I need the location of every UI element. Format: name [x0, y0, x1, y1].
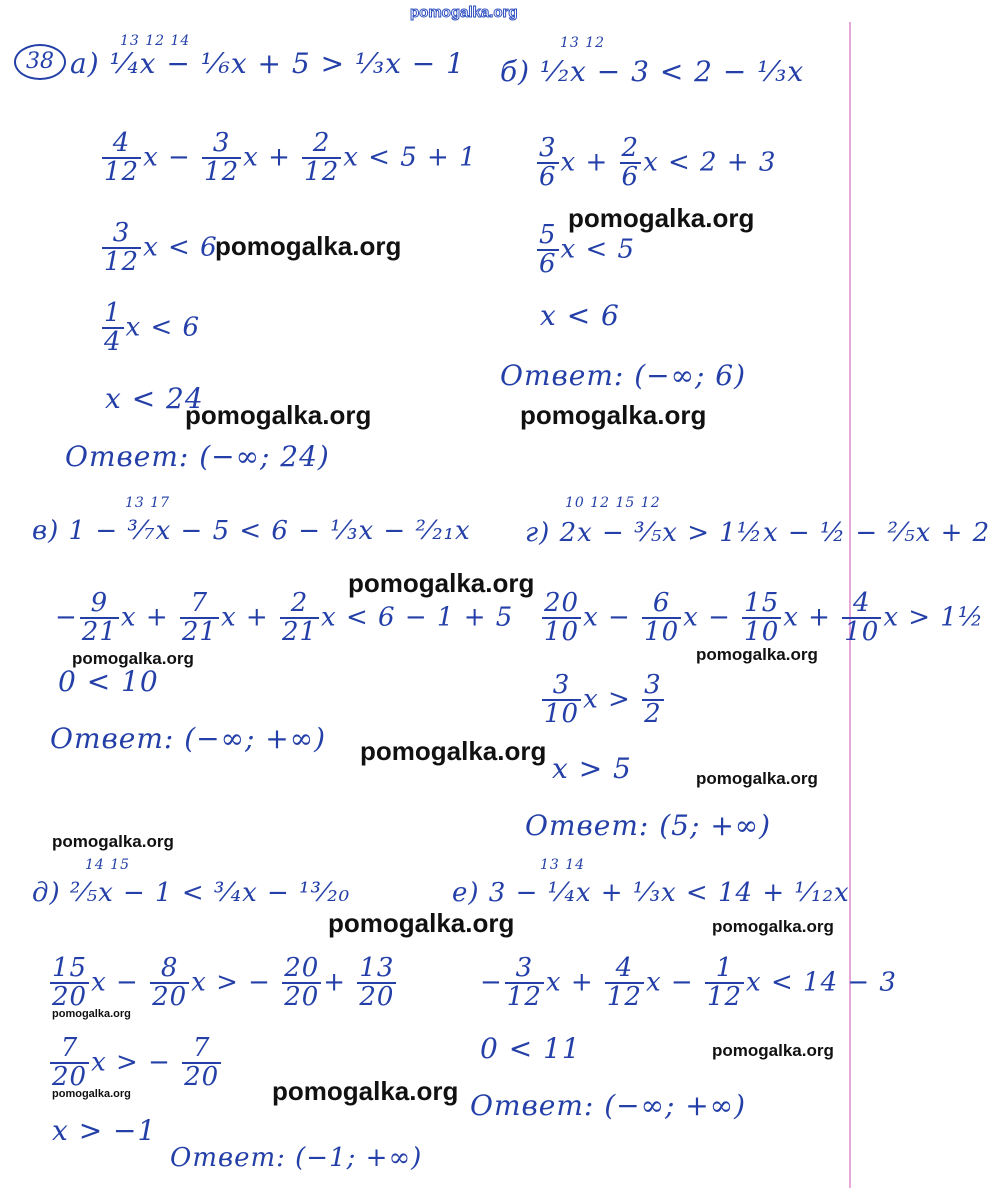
part-a-label: а)	[70, 47, 100, 80]
part-e-factors: 13 14	[540, 857, 586, 873]
fraction: $\frac{3}{2}$	[644, 670, 662, 730]
watermark: pomogalka.org	[348, 568, 535, 598]
fraction: $\frac{3}{6}$	[539, 133, 557, 193]
watermark: pomogalka.org	[696, 645, 818, 664]
fraction: $\frac{2}{6}$	[621, 133, 640, 193]
fraction: $\frac{3}{12}$	[506, 953, 542, 1013]
part-d-factors: 14 15	[85, 857, 131, 873]
part-b-answer: Ответ: (−∞; 6)	[500, 359, 747, 392]
fraction: $\frac{1}{12}$	[706, 953, 743, 1013]
part-g-line-3: $\frac{3}{10}$ x > $\frac{3}{2}$	[544, 670, 662, 730]
part-d-answer: Ответ: (−1; +∞)	[170, 1143, 423, 1173]
fraction: $\frac{2}{21}$	[281, 588, 318, 648]
part-e-line-1	[452, 880, 850, 906]
part-a-factors: 13 12 14	[120, 33, 191, 49]
part-a-answer: Ответ: (−∞; 24)	[65, 440, 330, 473]
watermark: pomogalka.org	[696, 769, 818, 788]
part-d-line-4: x > −1	[52, 1114, 157, 1147]
watermark: pomogalka.org	[272, 1076, 459, 1106]
fraction: $\frac{7}{21}$	[181, 588, 217, 648]
part-v-factors: 13 17	[125, 495, 171, 511]
part-a-line-4: $\frac{1}{4}$ x < 6	[104, 298, 201, 358]
part-a-line-2: $\frac{4}{12}$ x − $\frac{3}{12}$ x + $\frac{2}{12}$ x < 5 + 1	[104, 128, 477, 188]
part-b-line-3: $\frac{5}{6}$ x < 5	[539, 220, 636, 280]
part-g-inequality: 2x − ³⁄₅x > 1½x − ½ − ²⁄₅x + 2	[559, 518, 990, 548]
part-b-line-1	[500, 55, 805, 88]
watermark: pomogalka.org	[712, 917, 834, 936]
fraction: $\frac{6}{10}$	[644, 588, 680, 648]
fraction: $\frac{3}{10}$	[544, 670, 580, 730]
fraction: $\frac{8}{20}$	[152, 953, 188, 1013]
fraction: $\frac{2}{12}$	[304, 128, 340, 188]
part-v-line-2: − $\frac{9}{21}$ x + $\frac{7}{21}$ x + $\frac{2}{21}$ x < 6 − 1 + 5	[55, 588, 514, 648]
watermark: pomogalka.org	[712, 1041, 834, 1060]
fraction: $\frac{5}{6}$	[539, 220, 557, 280]
part-v-line-1	[32, 518, 471, 544]
problem-number: 38	[14, 44, 66, 80]
fraction: $\frac{15}{20}$	[52, 953, 88, 1013]
part-a-line-1	[70, 47, 465, 80]
fraction: $\frac{15}{10}$	[744, 588, 780, 648]
part-d-line-1	[32, 880, 350, 906]
fraction: $\frac{20}{20}$	[284, 953, 320, 1013]
fraction: $\frac{3}{12}$	[104, 218, 140, 278]
part-g-label: г)	[525, 518, 551, 548]
part-d-line-2: $\frac{15}{20}$ x − $\frac{8}{20}$ x > − $\frac{20}{20}$ + $\frac{13}{20}$	[52, 953, 395, 1013]
watermark: pomogalka.org	[328, 908, 515, 938]
part-g-line-4: x > 5	[552, 752, 632, 785]
fraction: $\frac{1}{4}$	[104, 298, 122, 358]
fraction: $\frac{13}{20}$	[359, 953, 395, 1013]
part-d-line-3: $\frac{7}{20}$ x > − $\frac{7}{20}$	[52, 1033, 220, 1093]
fraction: $\frac{4}{12}$	[606, 953, 642, 1013]
part-b-line-4: x < 6	[540, 299, 620, 332]
part-b-inequality: ¹⁄₂x − 3 < 2 − ¹⁄₃x	[539, 55, 805, 88]
watermark: pomogalka.org	[185, 400, 372, 430]
part-e-line-3: 0 < 11	[480, 1032, 581, 1065]
watermark: pomogalka.org	[52, 832, 174, 851]
watermark: pomogalka.org	[360, 736, 547, 766]
part-v-inequality: 1 − ³⁄₇x − 5 < 6 − ¹⁄₃x − ²⁄₂₁x	[68, 516, 471, 546]
part-g-factors: 10 12 15 12	[565, 495, 661, 511]
part-e-inequality: 3 − ¹⁄₄x + ¹⁄₃x < 14 + ¹⁄₁₂x	[488, 878, 850, 908]
part-d-label: д)	[32, 878, 61, 908]
part-a-inequality: ¹⁄₄x − ¹⁄₆x + 5 > ¹⁄₃x − 1	[109, 47, 465, 80]
watermark: pomogalka.org	[52, 1008, 131, 1020]
fraction: $\frac{7}{20}$	[184, 1033, 220, 1093]
watermark: pomogalka.org	[520, 400, 707, 430]
part-g-line-1	[525, 520, 990, 546]
part-d-inequality: ²⁄₅x − 1 < ³⁄₄x − ¹³⁄₂₀	[69, 878, 351, 908]
site-header: pomogalka.org	[410, 4, 518, 21]
part-b-label: б)	[500, 55, 531, 88]
fraction: $\frac{9}{21}$	[81, 588, 117, 648]
fraction: $\frac{20}{10}$	[544, 588, 580, 648]
part-g-line-2: $\frac{20}{10}$ x − $\frac{6}{10}$ x − $\frac{15}{10}$ x + $\frac{4}{10}$ x > 1½	[544, 588, 985, 648]
part-a-line-5: x < 24	[105, 382, 204, 415]
part-e-answer: Ответ: (−∞; +∞)	[470, 1089, 747, 1122]
fraction: $\frac{4}{12}$	[104, 128, 140, 188]
part-v-label: в)	[32, 516, 60, 546]
part-v-line-3: 0 < 10	[58, 665, 159, 698]
watermark: pomogalka.org	[52, 1088, 131, 1100]
part-e-label: е)	[452, 878, 480, 908]
fraction: $\frac{4}{10}$	[844, 588, 880, 648]
part-v-answer: Ответ: (−∞; +∞)	[50, 722, 327, 755]
part-a-line-3: $\frac{3}{12}$ x < 6	[104, 218, 218, 278]
part-g-answer: Ответ: (5; +∞)	[525, 809, 772, 842]
watermark: pomogalka.org	[215, 231, 402, 261]
watermark: pomogalka.org	[72, 649, 194, 668]
fraction: $\frac{7}{20}$	[52, 1033, 88, 1093]
part-e-line-2: − $\frac{3}{12}$ x + $\frac{4}{12}$ x − $\frac{1}{12}$ x < 14 − 3	[480, 953, 897, 1013]
part-b-line-2: $\frac{3}{6}$ x + $\frac{2}{6}$ x < 2 + 3	[539, 133, 777, 193]
watermark: pomogalka.org	[568, 203, 755, 233]
fraction: $\frac{3}{12}$	[204, 128, 240, 188]
part-b-factors: 13 12	[560, 35, 606, 51]
